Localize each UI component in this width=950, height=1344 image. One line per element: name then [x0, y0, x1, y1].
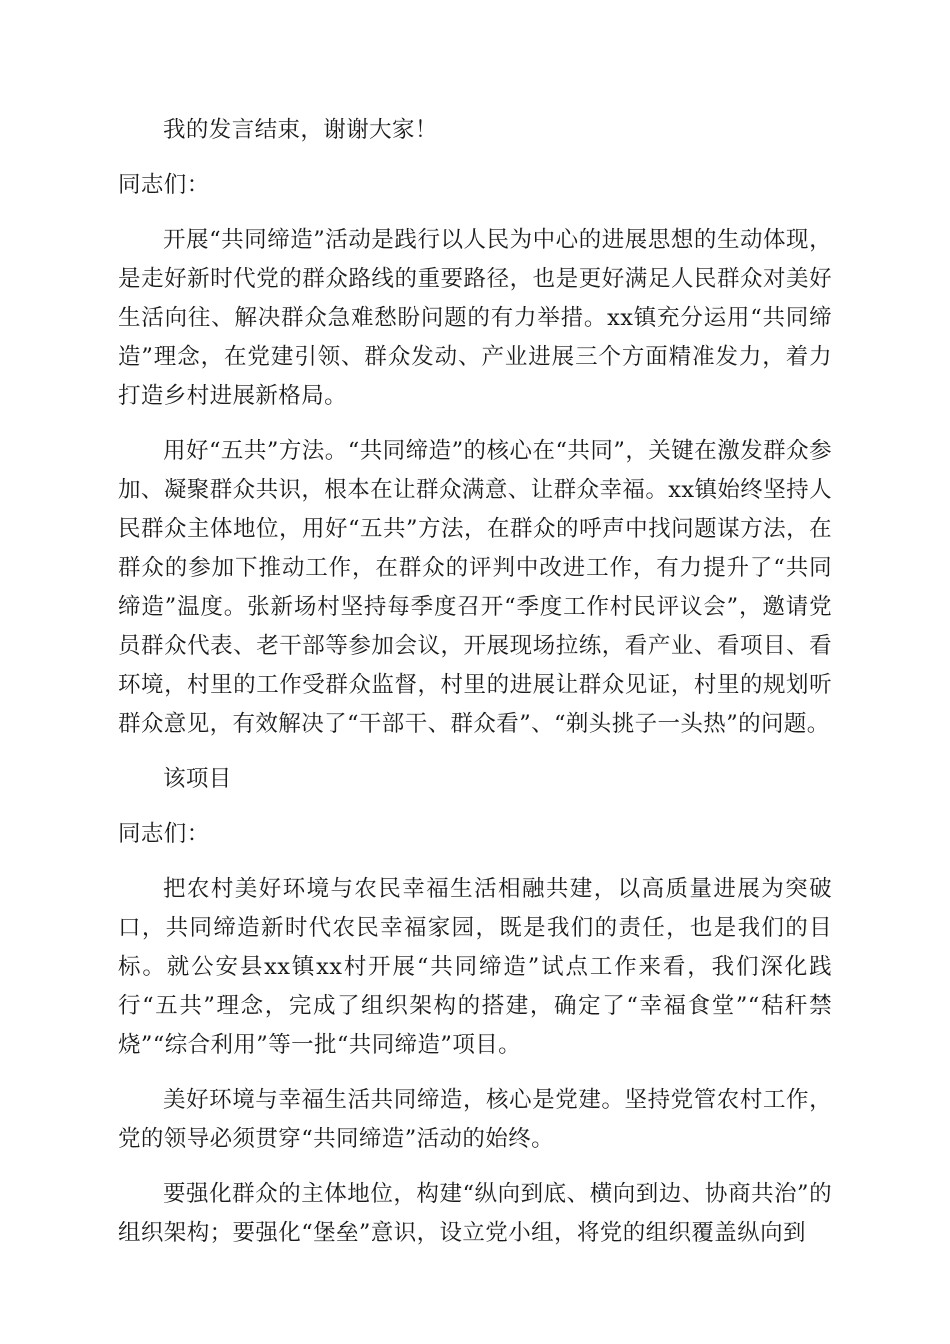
- salutation: 同志们：: [118, 172, 210, 198]
- section-label: 该项目: [163, 766, 232, 792]
- paragraph-five-methods: 用好“五共”方法。“共同缔造”的核心在“共同”，关键在激发群众参加、凝聚群众共识，根本在让群众满意、让群众幸福。xx镇始终坚持人民群众主体地位，用好“五共”方法，在群众的呼声中找问题谋方法，在群众的参加下推动工作，在群众的评判中改进工作，有力提升了“共同缔造”温度。张新场村坚持每季度召开“季度工作村民评议会”，邀请党员群众代表、老干部等参加会议，开展现场拉练，看产业、看项目、看环境，村里的工作受群众监督，村里的进展让群众见证，村里的规划听群众意见，有效解决了“干部干、群众看”、“剃头挑子一头热”的问题。: [118, 438, 832, 737]
- paragraph-pilot-work: 把农村美好环境与农民幸福生活相融共建，以高质量进展为突破口，共同缔造新时代农民幸福家园，既是我们的责任，也是我们的目标。就公安县xx镇xx村开展“共同缔造”试点工作来看，我们深化践行“五共”理念，完成了组织架构的搭建，确定了“幸福食堂”“秸秆禁烧”“综合利用”等一批“共同缔造”项目。: [118, 876, 832, 1058]
- paragraph-organization: 要强化群众的主体地位，构建“纵向到底、横向到边、协商共治”的组织架构；要强化“堡垒”意识，设立党小组，将党的组织覆盖纵向到: [118, 1181, 832, 1246]
- paragraph-party-building: 美好环境与幸福生活共同缔造，核心是党建。坚持党管农村工作，党的领导必须贯穿“共同缔造”活动的始终。: [118, 1087, 832, 1152]
- paragraph-intro: 开展“共同缔造”活动是践行以人民为中心的进展思想的生动体现，是走好新时代党的群众路线的重要路径，也是更好满足人民群众对美好生活向往、解决群众急难愁盼问题的有力举措。xx镇充分运用“共同缔造”理念，在党建引领、群众发动、产业进展三个方面精准发力，着力打造乡村进展新格局。: [118, 227, 832, 409]
- document-body: [118, 111, 832, 1269]
- salutation-second: 同志们：: [118, 821, 210, 847]
- closing-remark: 我的发言结束，谢谢大家！: [163, 117, 438, 143]
